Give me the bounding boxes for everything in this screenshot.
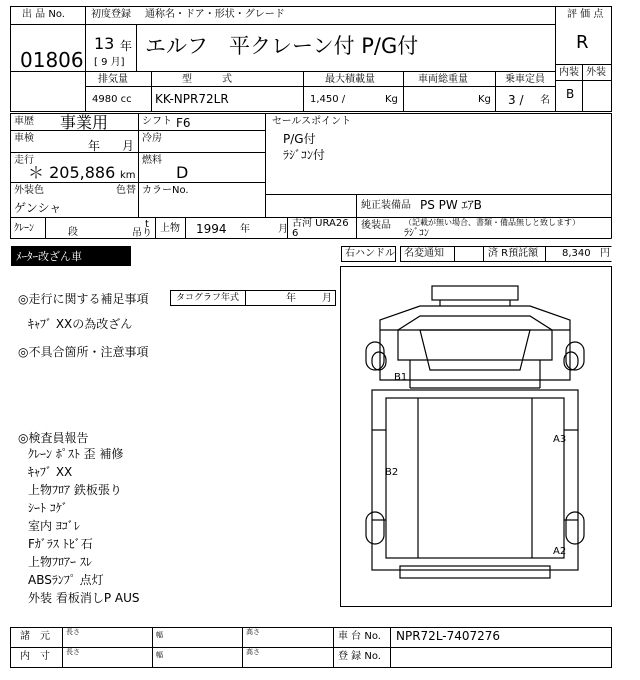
inspection-year: 年: [88, 139, 101, 153]
damage-mark-a3: A3: [553, 434, 567, 445]
mileage-value: ＊ 205,886: [28, 163, 116, 182]
fuel-label: 燃料: [142, 155, 162, 166]
inspector-line: ABSﾗﾝﾌﾟ 点灯: [28, 573, 104, 587]
fuel-value: D: [176, 163, 189, 182]
std-equipment-value: PS PW ｴｱB: [420, 198, 482, 212]
max-load-value: 1,450 /: [310, 94, 346, 105]
gvw-unit: Kg: [478, 94, 491, 105]
damage-mark-a2: A2: [553, 546, 567, 557]
reg-month: [ 9 月]: [94, 57, 125, 68]
exterior-label: 外装: [586, 67, 606, 78]
inspector-line: ｷｬﾌﾞ XX: [28, 465, 73, 479]
capacity-value: 3 /: [508, 93, 524, 107]
color-no-label: カラーNo.: [142, 185, 189, 196]
upper-year: 1994: [196, 222, 227, 236]
vehicle-diagram: [366, 286, 584, 578]
tacho-year: 年: [286, 293, 296, 304]
defects-label: ◎不具合箇所・注意事項: [18, 345, 149, 359]
reg-year: 13: [94, 34, 115, 53]
model-code-label: 型 式: [182, 74, 232, 85]
meter-tamper-banner: ﾒｰﾀｰ改ざん車: [11, 246, 131, 266]
interior-dim-label: 内 寸: [20, 651, 50, 662]
recycle-label: 済 R預託額: [488, 248, 539, 259]
color-replace-label: 色替: [116, 185, 136, 196]
name-change-label: 名変通知: [404, 248, 444, 259]
len-label: 長さ: [66, 628, 80, 636]
crane-hoist: 吊り: [132, 228, 152, 239]
lot-no-label: 出 品 No.: [22, 9, 65, 20]
accessories-value: ﾗｼﾞｺﾝ: [404, 228, 429, 239]
model-code: KK-NPR72LR: [155, 92, 229, 106]
registration-label: 登 録 No.: [338, 651, 381, 662]
recycle-unit: 円: [600, 248, 610, 259]
inspector-line: ｸﾚｰﾝ ﾎﾟｽﾄ 歪 補修: [28, 447, 124, 461]
inspector-line: ｼｰﾄ ｺｹﾞ: [28, 501, 68, 515]
chassis-value: NPR72L-7407276: [396, 629, 501, 643]
max-load-label: 最大積載量: [325, 74, 375, 85]
ext-color-value: ゲンシャ: [14, 201, 62, 215]
shift-value: F6: [176, 116, 191, 130]
crane-ton: t: [145, 219, 149, 230]
upper-maker: 古河 URA26: [292, 218, 349, 229]
inspector-line: 外装 看板消しP AUS: [28, 591, 140, 605]
inspector-line: 室内 ﾖｺﾞﾚ: [28, 519, 80, 533]
inspector-line: 上物ﾌﾛｱ 鉄板張り: [28, 483, 122, 497]
interior-label: 内装: [559, 67, 579, 78]
width-label: 幅: [156, 631, 163, 639]
height-label: 高さ: [246, 648, 260, 656]
inspector-line: Fｶﾞﾗｽ ﾄﾋﾞ石: [28, 537, 93, 551]
damage-mark-b1: B1: [394, 372, 408, 383]
crane-label: ｸﾚｰﾝ: [14, 223, 34, 234]
displacement-value: 4980 cc: [92, 94, 132, 105]
mileage-label: 走行: [14, 155, 34, 166]
damage-mark-b2: B2: [385, 467, 399, 478]
sales-point-2: ﾗｼﾞｺﾝ付: [283, 148, 326, 162]
capacity-label: 乗車定員: [505, 74, 545, 85]
accessories-label: 後装品: [361, 220, 391, 231]
specs-footer-label: 諸 元: [20, 631, 50, 642]
crane-stage: 段: [68, 227, 78, 238]
upper-body-label: 上物: [160, 223, 180, 234]
history-value: 事業用: [60, 113, 109, 132]
accessories-note: （記載が無い場合、書類・備品無しと致します）: [404, 218, 580, 227]
model-name-label: 通称名・ドア・形状・グレード: [145, 9, 285, 20]
driving-notes-label: ◎走行に関する補足事項: [18, 292, 149, 306]
model-name: エルフ 平クレーン付 P/G付: [145, 34, 419, 58]
max-load-unit: Kg: [385, 94, 398, 105]
std-equipment-label: 純正装備品: [361, 200, 411, 211]
interior-score: B: [566, 87, 575, 101]
reg-year-unit: 年: [120, 39, 133, 53]
driving-note-1: ｷｬﾌﾞ XXの為改ざん: [28, 317, 133, 331]
shift-label: シフト: [142, 116, 172, 127]
ac-label: 冷房: [142, 133, 162, 144]
gvw-label: 車両総重量: [418, 74, 468, 85]
inspector-line: 上物ﾌﾛｱｰ ｽﾚ: [28, 555, 92, 569]
tachograph-label: タコグラフ年式: [176, 293, 240, 303]
rhd-flag: 右ハンドル: [345, 248, 395, 259]
capacity-unit: 名: [540, 95, 550, 106]
inspection-label: 車検: [14, 133, 34, 144]
first-reg-label: 初度登録: [91, 9, 131, 20]
chassis-label: 車 台 No.: [338, 631, 381, 642]
recycle-value: 8,340: [562, 248, 591, 259]
ext-color-label: 外装色: [14, 185, 44, 196]
lot-number: 01806: [20, 48, 84, 72]
score-label: 評 価 点: [567, 9, 604, 20]
history-label: 車歴: [14, 116, 34, 127]
upper-month-unit: 月: [278, 224, 288, 235]
inspector-report-label: ◎検査員報告: [18, 431, 89, 445]
upper-maker-sub: 6: [292, 228, 299, 239]
sales-points-label: セールスポイント: [272, 116, 352, 127]
sales-point-1: P/G付: [283, 132, 316, 146]
len-label: 長さ: [66, 648, 80, 656]
upper-year-unit: 年: [240, 224, 250, 235]
inspection-month: 月: [122, 139, 135, 153]
displacement-label: 排気量: [98, 74, 128, 85]
mileage-unit: km: [120, 170, 136, 181]
score-value: R: [576, 32, 589, 53]
width-label: 幅: [156, 651, 163, 659]
height-label: 高さ: [246, 628, 260, 636]
tacho-month: 月: [322, 293, 332, 304]
